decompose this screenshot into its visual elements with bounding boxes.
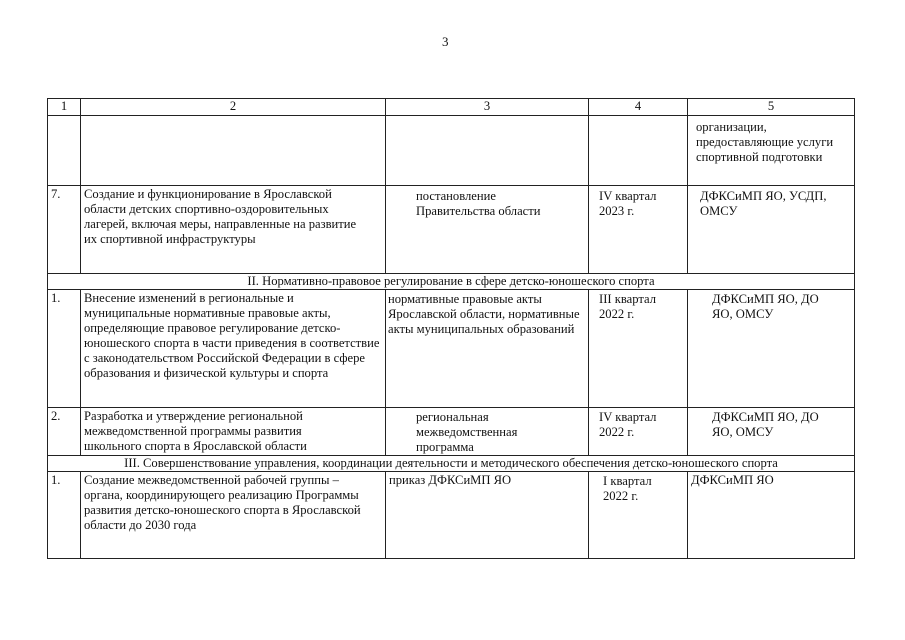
row-deadline: IV квартал 2023 г. bbox=[589, 186, 688, 274]
table-header-row bbox=[48, 99, 855, 116]
header-col-3: 3 bbox=[386, 99, 589, 116]
row-number: 2. bbox=[48, 408, 81, 456]
row-document: нормативные правовые акты Ярославской области, нормативные акты муниципальных образований bbox=[386, 290, 589, 408]
row-executors: ДФКСиМП ЯО, ДО ЯО, ОМСУ bbox=[688, 408, 855, 456]
page-number: 3 bbox=[442, 34, 449, 49]
header-col-4: 4 bbox=[589, 99, 688, 116]
section-header-row bbox=[48, 456, 855, 472]
table-row bbox=[48, 186, 855, 274]
row-document: приказ ДФКСиМП ЯО bbox=[386, 472, 589, 559]
row-deadline: IV квартал 2022 г. bbox=[589, 408, 688, 456]
row-document bbox=[386, 116, 589, 186]
section-header-row bbox=[48, 274, 855, 290]
header-col-5: 5 bbox=[688, 99, 855, 116]
row-number bbox=[48, 116, 81, 186]
row-deadline: I квартал 2022 г. bbox=[589, 472, 688, 559]
row-executors: организации, предоставляющие услуги спортивной подготовки bbox=[688, 116, 855, 186]
row-document: постановление Правительства области bbox=[386, 186, 589, 274]
section-3-title: III. Совершенствование управления, координации деятельности и методического обеспечения детско-юношеского спорта bbox=[48, 456, 855, 472]
row-deadline bbox=[589, 116, 688, 186]
header-col-1: 1 bbox=[48, 99, 81, 116]
row-number: 7. bbox=[48, 186, 81, 274]
row-number: 1. bbox=[48, 472, 81, 559]
row-action: Создание и функционирование в Ярославской области детских спортивно-оздоровительных лагерей, включая меры, направленные на развитие их спортивной инфраструктуры bbox=[81, 186, 386, 274]
table-row bbox=[48, 116, 855, 186]
row-document: региональная межведомственная программа bbox=[386, 408, 589, 456]
section-2-title: II. Нормативно-правовое регулирование в сфере детско-юношеского спорта bbox=[48, 274, 855, 290]
row-action: Внесение изменений в региональные и муниципальные нормативные правовые акты, определяющие правовое регулирование детско-юношеского спорта в части приведения в соответствие с законодательством Российской Федерации в сфере образования и физической культуры и спорта bbox=[81, 290, 386, 408]
table-row bbox=[48, 472, 855, 559]
header-col-2: 2 bbox=[81, 99, 386, 116]
table-row bbox=[48, 408, 855, 456]
row-action bbox=[81, 116, 386, 186]
table-row bbox=[48, 290, 855, 408]
row-executors: ДФКСиМП ЯО, УСДП, ОМСУ bbox=[688, 186, 855, 274]
row-executors: ДФКСиМП ЯО bbox=[688, 472, 855, 559]
action-plan-table bbox=[47, 98, 855, 559]
row-action: Разработка и утверждение региональной межведомственной программы развития школьного спорта в Ярославской области bbox=[81, 408, 386, 456]
row-deadline: III квартал 2022 г. bbox=[589, 290, 688, 408]
row-executors: ДФКСиМП ЯО, ДО ЯО, ОМСУ bbox=[688, 290, 855, 408]
row-number: 1. bbox=[48, 290, 81, 408]
row-action: Создание межведомственной рабочей группы – органа, координирующего реализацию Программы развития детско-юношеского спорта в Ярославской области до 2030 года bbox=[81, 472, 386, 559]
